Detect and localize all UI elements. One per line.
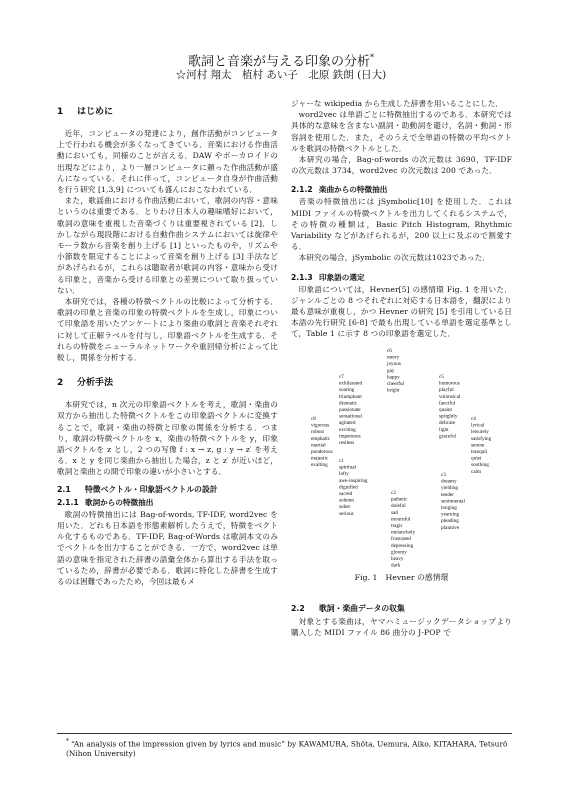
hevner-group-number: c1 bbox=[339, 457, 344, 464]
hevner-word: vigorous bbox=[311, 422, 330, 429]
hevner-word: triumphant bbox=[339, 393, 362, 400]
hevner-word: sprightly bbox=[439, 413, 458, 420]
music-feature-paragraph-1: 音楽の特徴抽出には jSymbolic[10] を使用した．これは MIDI ファイルの特徴ベクトルを出力してくれるシステムで，その特徴の種類は，Basic Pitch Histogram, Rhythmic Variability などがあげられるが，200 以上に及ぶので割愛する． bbox=[291, 197, 512, 252]
hevner-word: quiet bbox=[471, 455, 482, 462]
subsubsection-title: 印象語の選定 bbox=[319, 272, 365, 282]
hevner-word: whimsical bbox=[439, 393, 461, 400]
hevner-word: frustrated bbox=[391, 535, 411, 542]
section-number: 2 bbox=[57, 378, 64, 389]
hevner-word: sentimental bbox=[441, 498, 465, 505]
hevner-word: merry bbox=[387, 354, 400, 361]
hevner-group-c4 bbox=[471, 416, 492, 475]
hevner-word: robust bbox=[311, 428, 324, 435]
subsection-title: 歌詞・楽曲データの収集 bbox=[319, 603, 405, 613]
hevner-group-number: c7 bbox=[339, 373, 344, 380]
hevner-word: dignified bbox=[339, 484, 358, 491]
hevner-word: bright bbox=[387, 387, 400, 394]
figure-caption bbox=[291, 572, 512, 583]
hevner-word: serene bbox=[471, 442, 485, 449]
hevner-word: lofty bbox=[339, 470, 349, 477]
title-text: 歌詞と音楽が与える印象の分析 bbox=[187, 54, 370, 70]
hevner-word: delicate bbox=[439, 419, 456, 426]
subsection-number: 2.2 bbox=[291, 603, 305, 613]
left-column bbox=[57, 100, 278, 587]
subsubsection-title: 楽曲からの特徴抽出 bbox=[319, 185, 388, 195]
section-number: 1 bbox=[57, 107, 64, 117]
footnote bbox=[66, 737, 512, 759]
hevner-word: exhilarated bbox=[339, 380, 363, 387]
hevner-word: sensational bbox=[339, 413, 363, 420]
hevner-word: graceful bbox=[439, 433, 456, 440]
subsubsection-heading-2-1-1 bbox=[57, 497, 278, 508]
hevner-group-number: c5 bbox=[439, 373, 444, 380]
hevner-word: plaintive bbox=[441, 524, 460, 531]
footnote-mark: * bbox=[66, 738, 69, 745]
hevner-word: joyous bbox=[387, 360, 401, 367]
method-paragraph-1: 本研究では，n 次元の印象語ベクトルを考え，歌詞・楽曲の双方から抽出した特徴ベクトルをこの印象語ベクトルに変換することで，歌詞・楽曲の特徴と印象の関係を分析する．つまり，歌詞の特徴ベクトルを x，楽曲の特徴ベクトルを y，印象語ベクトルを z とし，2 つの写像 f : x → z, g : y → z′ を考える．x と y を同じ楽曲から抽出した場合，z と z′ が近いほど，歌詞と楽曲との間で印象の違いが小さいとする． bbox=[57, 400, 278, 477]
hevner-circle-svg bbox=[291, 344, 512, 570]
subsection-heading-2-1 bbox=[57, 484, 278, 495]
hevner-word: depressing bbox=[391, 542, 414, 549]
title-footnote-mark: * bbox=[370, 53, 374, 62]
subsection-number: 2.1 bbox=[57, 484, 71, 494]
hevner-word: tragic bbox=[391, 522, 403, 529]
hevner-word: doleful bbox=[391, 502, 406, 509]
music-feature-paragraph-2: 本研究の場合，jSymbolic の次元数は1023であった． bbox=[298, 253, 491, 263]
hevner-word: dramatic bbox=[339, 400, 358, 407]
impression-word-paragraph: 印象語については，Hevner[5] の感情環 Fig. 1 を用いた．ジャンルごとの 8 つそれぞれに対応する日本語を，翻訳により最も意味が重複し，かつ Hevner の研究 [5] を引用している日本語の先行研究 [6-8] で最も出現している単語を選定基準として，Table 1 に示す 8 つの印象語を選定した． bbox=[291, 284, 512, 339]
lyrics-feature-paragraph: 歌詞の特徴抽出には Bag-of-words, TF-IDF, word2vec を用いた．どれも日本語を形態素解析したうえで，特徴をベクトル化するものである．TF-IDF, Bag-of-Words は歌詞本文のみでベクトルを出力することができる．一方で，word2vec は単語の意味を指定された辞書の語彙全体から算出する手法を取っているため，辞書が必要である．歌詞に特化した辞書を生成するのは困難であったため，今回は最もメ bbox=[57, 509, 278, 586]
hevner-word: impetuous bbox=[339, 433, 361, 440]
hevner-word: yielding bbox=[441, 484, 459, 491]
hevner-group-c7 bbox=[339, 374, 363, 446]
section-title: はじめに bbox=[77, 107, 114, 117]
hevner-word: gloomy bbox=[391, 549, 407, 556]
intro-paragraph-1: 近年，コンピュータの発達により，創作活動がコンピュータ上で行われる機会が多くなってきている．音楽における作曲活動においても，同様のことが言える．DAW やボーカロイドの出現などにより，より一層コンピュータに頼った作曲活動が盛んになっている．それに伴って，コンピュータ自身が作曲活動を行う研究 [1,3,9] についても盛んにおこなわれている． bbox=[57, 129, 278, 195]
hevner-word: tender bbox=[441, 491, 454, 498]
hevner-word: emphatic bbox=[311, 435, 331, 442]
hevner-word: heavy bbox=[391, 555, 404, 562]
dimension-paragraph: 本研究の場合，Bag-of-words の次元数は 3690，TF-IDF の次元数は 3734，word2vec の次元数は 200 であった． bbox=[291, 155, 512, 176]
subsubsection-number: 2.1.3 bbox=[291, 272, 313, 282]
hevner-word: sacred bbox=[339, 490, 353, 497]
hevner-word: quaint bbox=[439, 406, 452, 413]
hevner-group-c6 bbox=[386, 348, 405, 394]
hevner-word: soaring bbox=[339, 386, 355, 393]
hevner-word: spiritual bbox=[339, 464, 357, 471]
hevner-adjective-circle-figure bbox=[291, 344, 512, 570]
hevner-word: exalting bbox=[311, 461, 328, 468]
footnote-rule bbox=[57, 733, 512, 734]
hevner-group-number: c3 bbox=[441, 471, 446, 478]
hevner-word: restless bbox=[339, 439, 355, 446]
continued-paragraph: ジャーな wikipedia から生成した辞書を用いることにした． bbox=[291, 99, 504, 108]
hevner-word: solemn bbox=[339, 497, 354, 504]
subsubsection-heading-2-1-2 bbox=[291, 184, 512, 195]
hevner-group-c2 bbox=[391, 490, 416, 569]
subsubsection-heading-2-1-3 bbox=[291, 272, 512, 283]
subsubsection-number: 2.1.2 bbox=[291, 185, 313, 195]
section-title: 分析手法 bbox=[77, 378, 114, 389]
data-collection-paragraph: 対象とする楽曲は，ヤマハミュージックデータショップより購入した MIDI ファイル 86 曲分の J-POP で bbox=[291, 616, 512, 637]
hevner-group-number: c8 bbox=[311, 415, 316, 422]
subsection-title: 特徴ベクトル・印象語ベクトルの設計 bbox=[85, 484, 218, 494]
hevner-word: sober bbox=[339, 503, 351, 510]
subsection-heading-2-2 bbox=[291, 603, 512, 614]
figure-label: Fig. 1 bbox=[354, 572, 378, 582]
section-heading-intro bbox=[57, 106, 278, 118]
hevner-word: cheerful bbox=[387, 380, 404, 387]
hevner-word: dark bbox=[391, 562, 401, 569]
hevner-word: light bbox=[439, 426, 449, 433]
hevner-word: dreamy bbox=[441, 478, 457, 485]
right-column bbox=[291, 98, 512, 638]
intro-paragraph-3: 本研究では，各種の特徴ベクトルの比較によって分析する．歌詞の印象と音楽の印象の特徴ベクトルを生成し，印象について印象語を用いたアンケートにより楽曲の歌詞と音楽それぞれに対して正解ラベルを付与し，印象語ベクトルを生成する．それらの特徴をニューラルネットワークや重回帰分析によって比較し，関係を分析する． bbox=[57, 297, 278, 363]
hevner-word: awe-inspiring bbox=[339, 477, 368, 484]
hevner-group-c1 bbox=[339, 458, 368, 517]
hevner-word: agitated bbox=[339, 419, 356, 426]
hevner-word: serious bbox=[339, 510, 354, 517]
hevner-word: pleading bbox=[441, 517, 459, 524]
word2vec-paragraph: word2vec は単語ごとに特徴抽出するのである．本研究では具体的な意味を含まない副詞・助動詞を避け，名詞・動詞・形容詞を使用した．また，そのうえで全単語の特徴の平均ベクトルを歌詞の特徴ベクトルとした． bbox=[291, 110, 512, 153]
footnote-text: “An analysis of the impression given by lyrics and music” by KAWAMURA, Shōta, Uemura, Aiko, KITAHARA, Tetsurō (Nihon University) bbox=[66, 739, 508, 759]
hevner-word: yearning bbox=[441, 511, 460, 518]
hevner-group-number: c2 bbox=[391, 489, 396, 496]
hevner-group-c3 bbox=[441, 472, 465, 531]
hevner-word: leisurely bbox=[471, 428, 489, 435]
hevner-word: mournful bbox=[391, 516, 411, 523]
section-heading-method bbox=[57, 377, 278, 389]
subsubsection-number: 2.1.1 bbox=[57, 497, 79, 507]
hevner-word: passionate bbox=[339, 406, 361, 413]
hevner-word: sad bbox=[391, 509, 398, 516]
hevner-word: martial bbox=[311, 442, 326, 449]
hevner-group-number: c6 bbox=[387, 347, 392, 354]
hevner-group-number: c4 bbox=[471, 415, 476, 422]
hevner-word: fanciful bbox=[439, 400, 456, 407]
hevner-group-c5 bbox=[439, 374, 461, 439]
hevner-word: exciting bbox=[339, 426, 356, 433]
figure-caption-text: Hevner の感情環 bbox=[385, 572, 449, 582]
hevner-group-c8 bbox=[311, 416, 333, 468]
hevner-word: satisfying bbox=[471, 435, 492, 442]
author-line: ☆河村 翔太 植村 あい子 北原 鉄朗 (日大) bbox=[175, 69, 387, 81]
hevner-word: melancholy bbox=[391, 529, 416, 536]
hevner-word: humorous bbox=[439, 380, 460, 387]
hevner-word: playful bbox=[439, 386, 454, 393]
hevner-word: soothing bbox=[471, 461, 489, 468]
hevner-word: calm bbox=[471, 468, 482, 475]
hevner-word: happy bbox=[387, 374, 400, 381]
hevner-word: tranquil bbox=[471, 448, 488, 455]
hevner-word: longing bbox=[441, 504, 457, 511]
hevner-word: gay bbox=[387, 367, 395, 374]
subsubsection-title: 歌詞からの特徴抽出 bbox=[85, 497, 154, 507]
hevner-word: lyrical bbox=[471, 422, 485, 429]
intro-paragraph-2: また，歌謡曲における作曲活動において，歌詞の内容・意味というのは重要である．とりわけ日本人の趣味嗜好において，歌詞の意味を重視した音楽づくりは重要視されている [2]．しかしながら現段階における自動作曲システムにおいては旋律やモーラ数から音楽を創り上げる [1] といったものや，リズムや小節数を限定することによって音楽を創り上げる [3] 手法などがあげられるが，これらは聴取者が歌詞の内容・意味から受ける印象と，音楽から受ける印象との差異について取り扱っていない． bbox=[57, 196, 278, 295]
hevner-word: majestic bbox=[311, 455, 329, 462]
hevner-word: pathetic bbox=[391, 496, 408, 503]
hevner-word: ponderous bbox=[311, 448, 333, 455]
